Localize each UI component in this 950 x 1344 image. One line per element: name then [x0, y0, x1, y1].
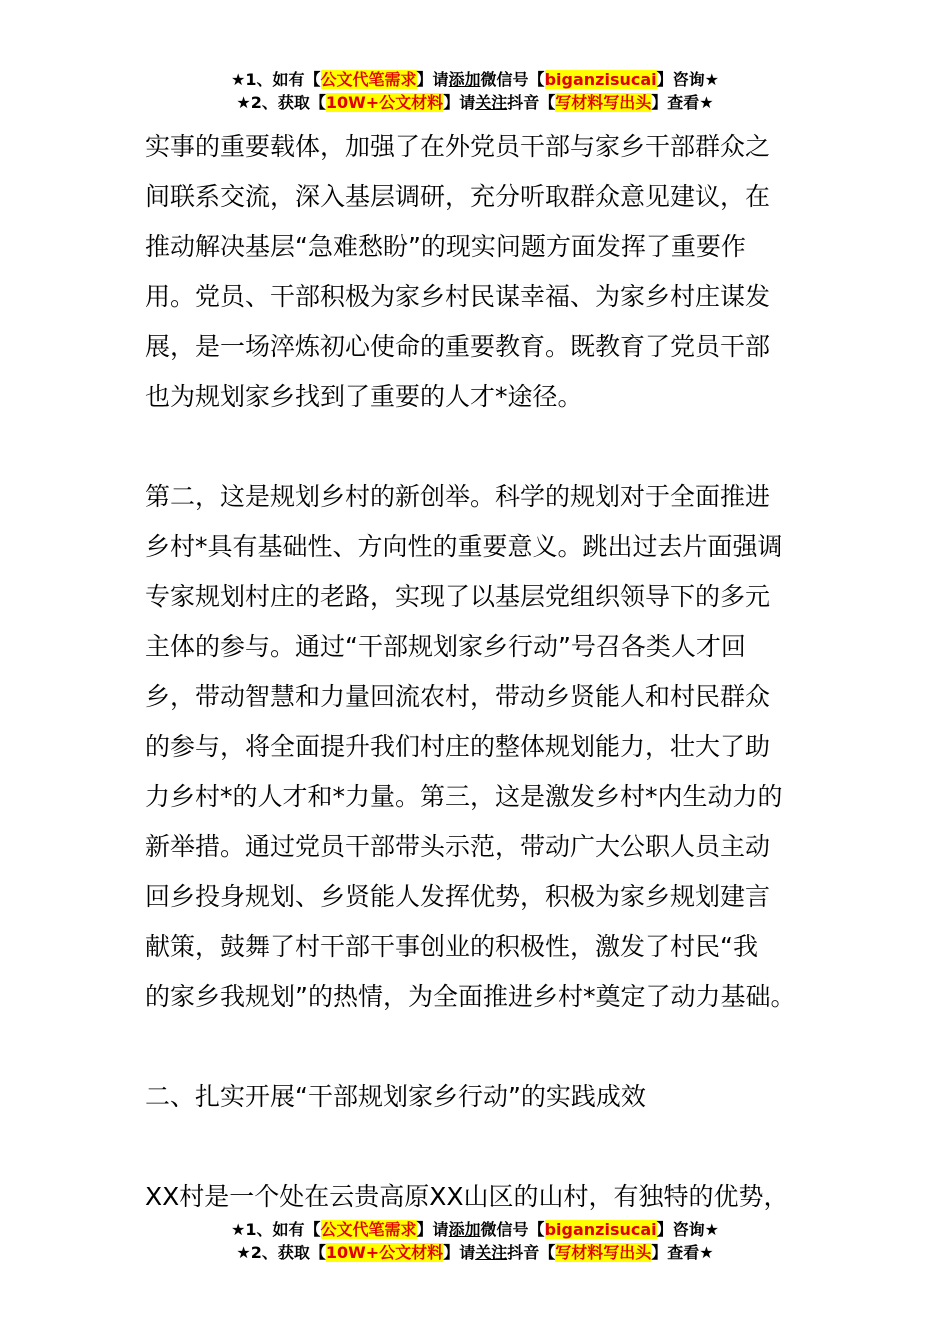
star-icon: ★ [231, 1220, 246, 1239]
banner-text: 】咨询 [656, 1220, 705, 1239]
banner-text: 微信号【 [480, 1220, 545, 1239]
banner-text: 1、如有【 [245, 1220, 321, 1239]
star-icon: ★ [231, 70, 246, 89]
banner-line-2 [0, 1241, 950, 1264]
star-icon: ★ [236, 1243, 251, 1262]
underlined-text: 关注 [475, 1243, 508, 1262]
highlight-wechat-id: biganzisucai [544, 1220, 657, 1239]
banner-text: 微信号【 [480, 70, 545, 89]
highlight-wechat-id: biganzisucai [544, 70, 657, 89]
banner-line-1 [0, 68, 950, 91]
banner-text: 抖音【 [507, 93, 556, 112]
text-line: 展，是一场淬炼初心使命的重要教育。既教育了党员干部 [145, 332, 771, 361]
star-icon: ★ [704, 70, 719, 89]
paragraph-spacer [145, 1122, 809, 1172]
banner-text: 】请 [443, 93, 476, 112]
star-icon: ★ [236, 93, 251, 112]
banner-text: 】请 [443, 1243, 476, 1262]
underlined-text: 关注 [475, 93, 508, 112]
highlight-service: 公文代笔需求 [320, 70, 417, 89]
text-line: 也为规划家乡找到了重要的人才*途径。 [145, 382, 583, 411]
highlight-douyin-account: 写材料写出头 [555, 1243, 652, 1262]
highlight-materials: 10W+公文材料 [325, 1243, 444, 1262]
footer-banner [0, 1218, 950, 1264]
banner-text: 】请 [416, 1220, 449, 1239]
banner-text: 2、获取【 [250, 93, 326, 112]
text-line: 用。党员、干部积极为家乡村民谋幸福、为家乡村庄谋发 [145, 282, 771, 311]
highlight-materials: 10W+公文材料 [325, 93, 444, 112]
star-icon: ★ [699, 93, 714, 112]
highlight-service: 公文代笔需求 [320, 1220, 417, 1239]
text-line: 乡村*具有基础性、方向性的重要意义。跳出过去片面强调 [145, 532, 783, 561]
text-line: XX村是一个处在云贵高原XX山区的山村，有独特的优势， [145, 1182, 789, 1211]
text-line: 间联系交流，深入基层调研，充分听取群众意见建议，在 [145, 182, 771, 211]
underlined-text: 添加 [448, 70, 481, 89]
text-line: 主体的参与。通过“干部规划家乡行动”号召各类人才回 [145, 632, 746, 661]
text-line: 实事的重要载体，加强了在外党员干部与家乡干部群众之 [145, 132, 771, 161]
banner-line-2 [0, 91, 950, 114]
paragraph-spacer [145, 1022, 809, 1072]
banner-text: 抖音【 [507, 1243, 556, 1262]
text-line: 推动解决基层“急难愁盼”的现实问题方面发挥了重要作 [145, 232, 746, 261]
text-line: 专家规划村庄的老路，实现了以基层党组织领导下的多元 [145, 582, 771, 611]
text-line: 第二，这是规划乡村的新创举。科学的规划对于全面推进 [145, 482, 771, 511]
text-line: 回乡投身规划、乡贤能人发挥优势，积极为家乡规划建言 [145, 882, 771, 911]
banner-line-1 [0, 1218, 950, 1241]
underlined-text: 添加 [448, 1220, 481, 1239]
section-heading [145, 1072, 809, 1122]
text-line: 力乡村*的人才和*力量。第三，这是激发乡村*内生动力的 [145, 782, 783, 811]
text-line: 二、扎实开展“干部规划家乡行动”的实践成效 [145, 1082, 646, 1111]
banner-text: 2、获取【 [250, 1243, 326, 1262]
banner-text: 】请 [416, 70, 449, 89]
banner-text: 1、如有【 [245, 70, 321, 89]
text-line: 献策，鼓舞了村干部干事创业的积极性，激发了村民“我 [145, 932, 758, 961]
star-icon: ★ [699, 1243, 714, 1262]
highlight-douyin-account: 写材料写出头 [555, 93, 652, 112]
header-banner [0, 68, 950, 114]
paragraph-2 [145, 472, 809, 1022]
star-icon: ★ [704, 1220, 719, 1239]
paragraph-1 [145, 122, 809, 422]
banner-text: 】咨询 [656, 70, 705, 89]
document-body [145, 122, 809, 1222]
text-line: 的家乡我规划”的热情，为全面推进乡村*奠定了动力基础。 [145, 982, 796, 1011]
banner-text: 】查看 [651, 93, 700, 112]
banner-text: 】查看 [651, 1243, 700, 1262]
paragraph-3 [145, 1172, 809, 1222]
paragraph-spacer [145, 422, 809, 472]
text-line: 乡，带动智慧和力量回流农村，带动乡贤能人和村民群众 [145, 682, 771, 711]
text-line: 新举措。通过党员干部带头示范，带动广大公职人员主动 [145, 832, 771, 861]
text-line: 的参与，将全面提升我们村庄的整体规划能力，壮大了助 [145, 732, 771, 761]
